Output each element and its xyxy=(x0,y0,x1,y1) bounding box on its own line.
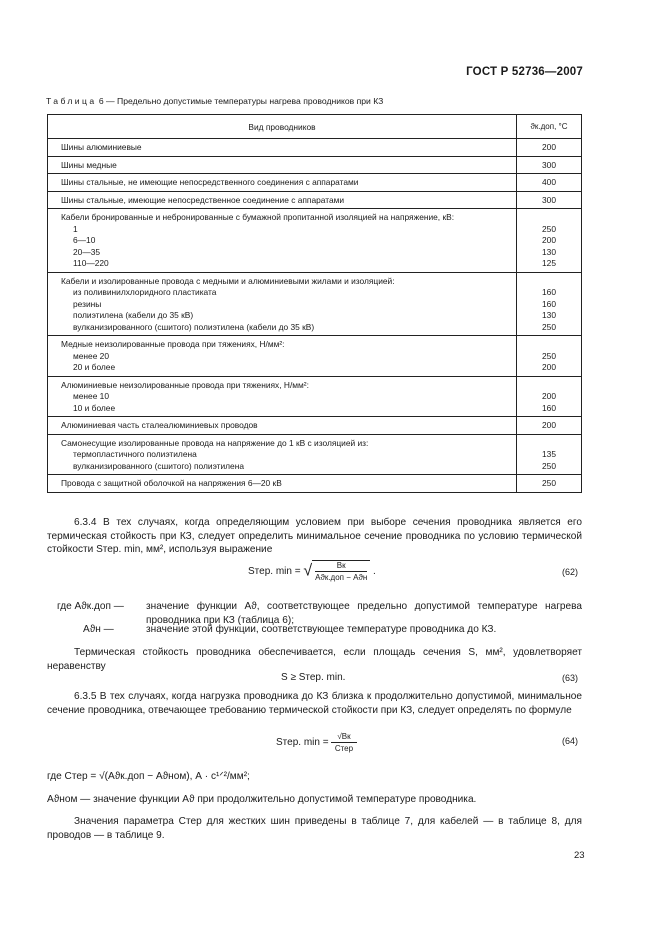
table-row xyxy=(48,434,582,475)
where-1-symbol: где Aϑк.доп — xyxy=(57,601,124,612)
page-number: 23 xyxy=(574,850,585,861)
cell-conductor-type xyxy=(48,191,517,209)
temperature-value: 250 xyxy=(542,223,556,234)
table-row xyxy=(48,475,582,493)
where-clause-3: где Cтер = √(Aϑк.доп − Aϑном), А · с¹ᐟ²/мм²; xyxy=(47,771,250,782)
row-heading-text: Шины стальные, имеющие непосредственное соединение с аппаратами xyxy=(61,194,345,205)
cell-temperature xyxy=(517,139,582,157)
cell-conductor-type xyxy=(48,434,517,475)
cell-conductor-type xyxy=(48,336,517,377)
column-header-conductor-type: Вид проводников xyxy=(48,115,517,139)
where-2-text: значение этой функции, соответствующее температуре проводника до КЗ. xyxy=(146,624,497,635)
row-sub-item: полиэтилена (кабели до 35 кВ) xyxy=(73,310,194,320)
temperature-value: 250 xyxy=(542,350,556,361)
formula-62-numerator: Bк xyxy=(315,561,367,572)
cell-conductor-type xyxy=(48,417,517,435)
temperature-value: 160 xyxy=(542,298,556,309)
temperature-value xyxy=(517,212,581,224)
temperature-value xyxy=(517,380,581,392)
row-sub-item: менее 20 xyxy=(73,350,109,361)
cell-temperature xyxy=(517,174,582,192)
paragraph-inequality: Термическая стойкость проводника обеспечивается, если площадь сечения S, мм², удовлетворяет неравенству xyxy=(47,647,582,672)
cell-conductor-type xyxy=(48,272,517,336)
temperature-value xyxy=(517,438,581,450)
row-heading-text: Шины медные xyxy=(61,159,117,170)
cell-temperature xyxy=(517,475,582,493)
formula-63: S ≥ Sтер. min. xyxy=(281,672,346,683)
cell-conductor-type xyxy=(48,475,517,493)
row-heading-text: Шины алюминиевые xyxy=(61,142,142,152)
cell-temperature xyxy=(517,417,582,435)
row-heading-text: Самонесущие изолированные провода на напряжение до 1 кВ с изоляцией из: xyxy=(61,437,369,448)
formula-62-lhs: Sтер. min = xyxy=(248,566,301,578)
temperature-value: 130 xyxy=(542,310,556,320)
paragraph-parameter-values: Значения параметра Cтер для жестких шин приведены в таблице 7, для кабелей — в таблице 8, для проводов — в таблице 9. xyxy=(47,816,582,841)
where-2-symbol: Aϑн — xyxy=(83,624,114,635)
row-sub-item: 110—220 xyxy=(73,258,109,268)
formula-62-number: (62) xyxy=(562,567,579,577)
table-caption-word: Таблица xyxy=(46,96,97,106)
temperature-value: 125 xyxy=(542,258,556,268)
table-row xyxy=(48,209,582,273)
temperature-value xyxy=(517,276,581,288)
where-clause-2 xyxy=(47,623,582,637)
table-caption xyxy=(46,96,383,106)
formula-64-lhs: Sтер. min = xyxy=(276,737,329,749)
formula-64-numerator: √Bк xyxy=(331,732,356,743)
row-sub-item: резины xyxy=(73,298,102,309)
row-sub-item: 1 xyxy=(73,223,78,234)
paragraph-6-3-4: 6.3.4 В тех случаях, когда определяющим условием при выборе сечения проводника является его термическая стойкость при КЗ, следует определить минимальное сечение проводника по условию термической стойкости Sтер. min, мм², используя выражение xyxy=(47,517,582,556)
row-sub-item: из поливинилхлоридного пластиката xyxy=(73,287,217,297)
cell-temperature xyxy=(517,156,582,174)
row-heading-text: Кабели бронированные и небронированные с бумажной пропитанной изоляцией на напряжение, кВ: xyxy=(61,212,455,222)
where-clause-4: Aϑном — значение функции Aϑ при продолжительно допустимой температуре проводника. xyxy=(47,794,477,805)
temperature-value: 200 xyxy=(542,391,556,401)
column-header-temperature: ϑк.доп, °С xyxy=(517,115,582,139)
table-body xyxy=(48,139,582,493)
cell-temperature xyxy=(517,209,582,273)
temperature-value: 200 xyxy=(542,235,556,245)
cell-conductor-type xyxy=(48,139,517,157)
row-sub-item: 20 и более xyxy=(73,362,116,372)
sqrt-sign: √ xyxy=(303,562,313,580)
table-row xyxy=(48,336,582,377)
document-standard-number: ГОСТ Р 52736—2007 xyxy=(466,66,583,78)
row-heading-text: Кабели и изолированные провода с медными и алюминиевыми жилами и изоляцией: xyxy=(61,275,395,286)
cell-conductor-type xyxy=(48,209,517,273)
cell-temperature xyxy=(517,376,582,417)
paragraph-6-3-5: 6.3.5 В тех случаях, когда нагрузка проводника до КЗ близка к продолжительно допустимой, минимальное сечение проводника, отвечающее требованию термической стойкости при КЗ, следует определять по формуле xyxy=(47,691,582,716)
formula-62-denominator: Aϑк.доп − Aϑн xyxy=(315,573,368,582)
cell-conductor-type xyxy=(48,156,517,174)
formula-64 xyxy=(276,732,357,753)
row-sub-item: менее 10 xyxy=(73,391,109,401)
table-row xyxy=(48,139,582,157)
formula-64-denominator: Cтер xyxy=(334,744,354,753)
formula-64-number: (64) xyxy=(562,736,579,746)
table-row xyxy=(48,272,582,336)
temperature-value: 250 xyxy=(542,460,556,471)
row-heading-text: Алюминиевая часть сталеалюминиевых проводов xyxy=(61,420,258,430)
row-sub-item: вулканизированного (сшитого) полиэтилена (кабели до 35 кВ) xyxy=(73,321,315,332)
row-heading-text: Алюминиевые неизолированные провода при тяжениях, Н/мм²: xyxy=(61,379,309,390)
table-row xyxy=(48,417,582,435)
row-sub-item: вулканизированного (сшитого) полиэтилена xyxy=(73,460,244,471)
cell-temperature xyxy=(517,336,582,377)
cell-temperature xyxy=(517,272,582,336)
temperature-value: 135 xyxy=(542,449,556,459)
temperature-value xyxy=(517,339,581,351)
temperature-value: 160 xyxy=(542,287,556,297)
conductor-temperature-table xyxy=(47,114,582,493)
cell-conductor-type xyxy=(48,174,517,192)
temperature-value: 250 xyxy=(542,478,556,488)
cell-conductor-type xyxy=(48,376,517,417)
table-caption-text: 6 — Предельно допустимые температуры нагрева проводников при КЗ xyxy=(98,96,384,106)
temperature-value: 200 xyxy=(542,142,556,152)
table-row xyxy=(48,156,582,174)
formula-62: Sтер. min = √ $\frac{Bк}{\text{Aϑк.доп − Aϑн}}$ . xyxy=(248,561,376,582)
row-heading-text: Медные неизолированные провода при тяжениях, Н/мм²: xyxy=(61,339,285,349)
temperature-value: 200 xyxy=(542,420,556,430)
row-sub-item: термопластичного полиэтилена xyxy=(73,449,197,459)
temperature-value: 300 xyxy=(542,194,556,205)
row-sub-item: 20—35 xyxy=(73,246,101,257)
temperature-value: 200 xyxy=(542,362,556,372)
temperature-value: 160 xyxy=(542,402,556,413)
table-row xyxy=(48,376,582,417)
table-row xyxy=(48,174,582,192)
temperature-value: 130 xyxy=(542,246,556,257)
temperature-value: 250 xyxy=(542,321,556,332)
row-heading-text: Провода с защитной оболочкой на напряжения 6—20 кВ xyxy=(61,478,282,488)
row-heading-text: Шины стальные, не имеющие непосредственного соединения с аппаратами xyxy=(61,177,359,187)
table-row xyxy=(48,191,582,209)
formula-63-number: (63) xyxy=(562,673,579,683)
temperature-value: 400 xyxy=(542,177,556,187)
table-header-row xyxy=(48,115,582,139)
temperature-value: 300 xyxy=(542,159,556,170)
cell-temperature xyxy=(517,191,582,209)
where-1-text: значение функции Aϑ, соответствующее предельно допустимой температуре нагрева проводника при КЗ (таблица 6); xyxy=(146,601,582,626)
row-sub-item: 10 и более xyxy=(73,402,116,413)
cell-temperature xyxy=(517,434,582,475)
row-sub-item: 6—10 xyxy=(73,235,96,245)
